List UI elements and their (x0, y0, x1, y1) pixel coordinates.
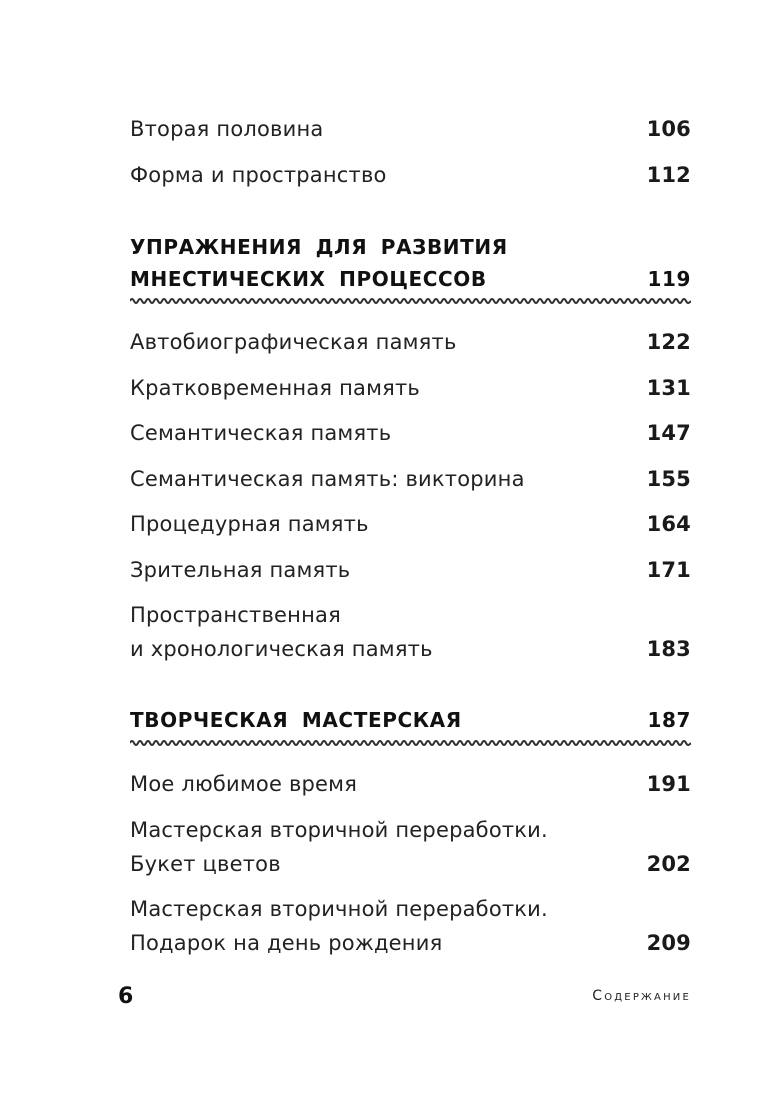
toc-entry-title: Автобиографическая память (130, 330, 457, 354)
toc-entry-title-line2: Букет цветов (130, 852, 281, 876)
page-number: 6 (118, 984, 134, 1009)
section-page: 119 (647, 267, 691, 291)
toc-entry-page: 147 (646, 421, 691, 445)
toc-entry-title: Кратковременная память (130, 376, 420, 400)
section-title-line1: УПРАЖНЕНИЯ ДЛЯ РАЗВИТИЯ (130, 235, 508, 259)
toc-entry-title: Вторая половина (130, 117, 324, 141)
toc-entry-title: Процедурная память (130, 512, 369, 536)
toc-entry[interactable] (130, 507, 691, 541)
section-title: ТВОРЧЕСКАЯ МАСТЕРСКАЯ (130, 708, 462, 732)
toc-entry-page: 131 (646, 376, 691, 400)
toc-entry-page: 112 (646, 163, 691, 187)
toc-entry-title: Мое любимое время (130, 772, 358, 796)
toc-entry-page: 171 (646, 558, 691, 582)
toc-entry-title: Зрительная память (130, 558, 351, 582)
toc-entry[interactable] (130, 462, 691, 496)
toc-entry-page: 106 (646, 117, 691, 141)
wavy-divider (130, 739, 691, 747)
toc-entry[interactable] (130, 767, 691, 801)
toc-entry[interactable] (130, 813, 691, 881)
toc-entry-page: 209 (646, 931, 691, 955)
toc-entry-title: Семантическая память: викторина (130, 467, 525, 491)
toc-section-heading[interactable] (130, 704, 691, 736)
toc-entry-page: 164 (646, 512, 691, 536)
toc-entry[interactable] (130, 371, 691, 405)
section-page: 187 (647, 708, 691, 732)
wavy-divider (130, 297, 691, 305)
toc-entry-title-line2: и хронологическая память (130, 637, 433, 661)
section-title-line2: МНЕСТИЧЕСКИХ ПРОЦЕССОВ (130, 267, 487, 291)
toc-entry-title-line1: Мастерская вторичной переработки. (130, 897, 548, 921)
toc-entry-title-line1: Пространственная (130, 603, 341, 627)
toc-section-heading[interactable] (130, 231, 691, 295)
toc-entry-page: 202 (646, 852, 691, 876)
running-title: Содержание (592, 988, 691, 1004)
toc-entry-page: 183 (646, 637, 691, 661)
toc-entry-title-line1: Мастерская вторичной переработки. (130, 818, 548, 842)
toc-entry-title: Форма и пространство (130, 163, 387, 187)
toc-entry[interactable] (130, 416, 691, 450)
toc-entry-page: 122 (646, 330, 691, 354)
toc-entry-page: 191 (646, 772, 691, 796)
toc-entry-page: 155 (646, 467, 691, 491)
toc-entry-title: Семантическая память (130, 421, 392, 445)
toc-entry[interactable] (130, 892, 691, 960)
toc-entry[interactable] (130, 553, 691, 587)
toc-entry[interactable] (130, 112, 691, 146)
toc-entry[interactable] (130, 598, 691, 666)
toc-entry[interactable] (130, 325, 691, 359)
toc-entry[interactable] (130, 158, 691, 192)
toc-entry-title-line2: Подарок на день рождения (130, 931, 443, 955)
